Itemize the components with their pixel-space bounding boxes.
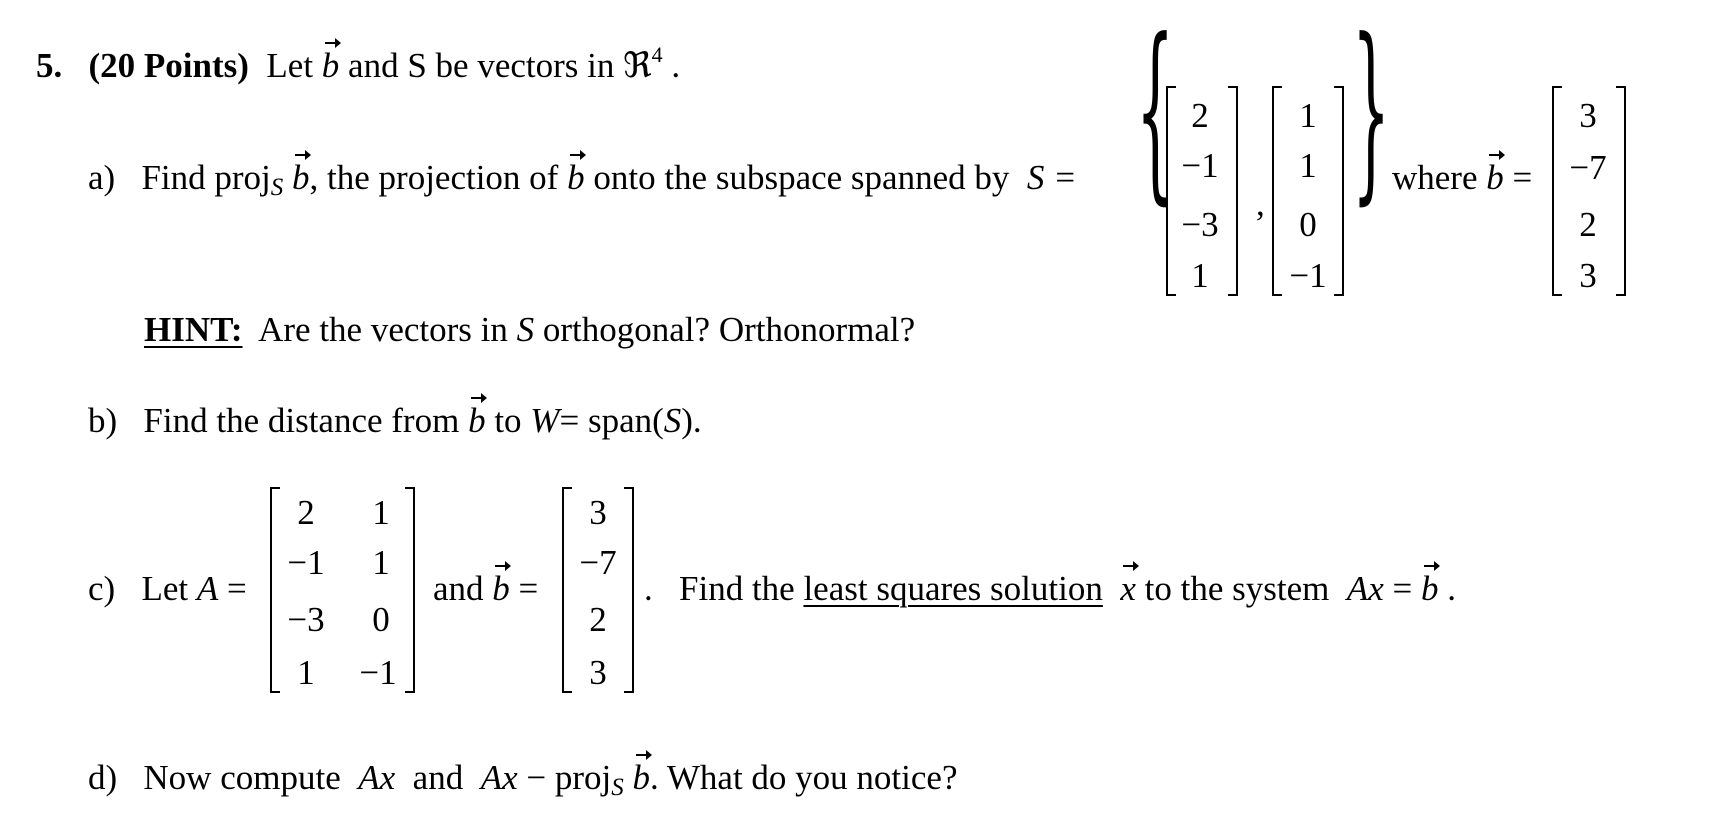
- hint-S: S: [516, 310, 535, 349]
- part-c-text2: to the system: [1144, 569, 1330, 608]
- bc-left-bracket: [562, 487, 572, 693]
- Ax-expression: Ax: [358, 758, 396, 797]
- set-comma: ,: [1256, 184, 1265, 223]
- part-d-label: d): [88, 758, 118, 797]
- s1-entry: −1: [1181, 146, 1219, 185]
- b-vector-symbol: b: [292, 158, 310, 197]
- part-b-S: S: [663, 401, 682, 440]
- A-entry: 1: [372, 543, 390, 582]
- A-entry: 1: [372, 493, 390, 532]
- A-entry: 2: [297, 493, 315, 532]
- part-b-span: = span(: [559, 401, 664, 440]
- b-vector-symbol: b: [321, 46, 340, 85]
- s2-entry: 0: [1299, 205, 1317, 244]
- b-vector-symbol: b: [632, 758, 651, 797]
- bc-entry: −7: [579, 543, 617, 582]
- equals-sign: =: [1392, 569, 1413, 608]
- s1-left-bracket: [1166, 86, 1176, 296]
- bc-entry: 2: [589, 600, 607, 639]
- Ax-expression: Ax: [1346, 569, 1384, 608]
- part-b-to: to: [494, 401, 522, 440]
- part-a-label: a): [88, 158, 116, 197]
- part-c-lead: [88, 571, 247, 606]
- part-c-let: Let: [141, 569, 189, 608]
- s2-left-bracket: [1272, 86, 1282, 296]
- part-c-end: .: [1447, 569, 1457, 608]
- problem-points: (20 Points): [88, 46, 249, 85]
- s1-entry: 2: [1191, 96, 1209, 135]
- s1-right-bracket: [1228, 86, 1238, 296]
- Ax-expression: Ax: [480, 758, 518, 797]
- set-left-brace: {: [1136, 0, 1175, 224]
- proj-subscript: S: [270, 174, 284, 201]
- where-b-text: [1392, 160, 1532, 195]
- part-b-text: [88, 403, 702, 438]
- bc-entry: 3: [589, 653, 607, 692]
- A-entry: 0: [372, 600, 390, 639]
- s2-right-bracket: [1334, 86, 1344, 296]
- s2-entry: 1: [1299, 96, 1317, 135]
- part-c-label: c): [88, 569, 116, 608]
- b-entry: 3: [1579, 96, 1597, 135]
- space-exponent: 4: [651, 42, 663, 67]
- b-vector-symbol: b: [567, 158, 585, 197]
- bc-entry: 3: [589, 493, 607, 532]
- part-d-text2: . What do you notice?: [650, 758, 958, 797]
- part-b-close: ).: [681, 401, 702, 440]
- part-a-text2: , the projection of: [309, 158, 559, 197]
- part-c-task: [644, 571, 1456, 606]
- part-c-and-b: [433, 571, 538, 606]
- part-a-text3: onto the subspace spanned by: [593, 158, 1010, 197]
- problem-number: 5.: [36, 46, 63, 85]
- equals-sign: =: [518, 569, 539, 608]
- where-text: where: [1392, 158, 1478, 197]
- equals-sign: =: [226, 569, 247, 608]
- b-left-bracket: [1552, 86, 1562, 296]
- b-right-bracket: [1616, 86, 1626, 296]
- hint-line: [144, 312, 915, 347]
- A-left-bracket: [270, 487, 280, 693]
- real-space-symbol: ℜ: [623, 46, 652, 85]
- bc-right-bracket: [624, 487, 634, 693]
- part-b-label: b): [88, 401, 118, 440]
- intro-mid-text: and S be vectors in: [348, 46, 615, 85]
- b-entry: −7: [1569, 148, 1607, 187]
- b-entry: 3: [1579, 256, 1597, 295]
- x-vector-symbol: x: [1120, 569, 1136, 608]
- part-d-text: [88, 760, 957, 800]
- A-entry: −3: [287, 600, 325, 639]
- part-c-period: .: [644, 569, 653, 608]
- set-right-brace: }: [1352, 0, 1391, 224]
- intro-text: Let: [266, 46, 314, 85]
- minus-sign: −: [526, 758, 547, 797]
- W-symbol: W: [530, 401, 560, 440]
- s1-entry: −3: [1181, 205, 1219, 244]
- intro-period: .: [671, 46, 681, 85]
- b-vector-symbol: b: [1421, 569, 1439, 608]
- S-equals: S =: [1026, 158, 1077, 197]
- A-entry: 1: [297, 653, 315, 692]
- part-a-proj: Find proj: [141, 158, 271, 197]
- s2-entry: −1: [1289, 256, 1327, 295]
- part-d-and: and: [412, 758, 464, 797]
- A-right-bracket: [405, 487, 415, 693]
- s1-entry: 1: [1191, 256, 1209, 295]
- part-c-text1: Find the: [679, 569, 795, 608]
- A-symbol: A: [196, 569, 219, 608]
- s2-entry: 1: [1299, 146, 1317, 185]
- b-vector-symbol: b: [468, 401, 486, 440]
- A-entry: −1: [287, 543, 325, 582]
- and-text: and: [433, 569, 484, 608]
- b-entry: 2: [1579, 205, 1597, 244]
- least-squares-term: least squares solution: [803, 569, 1103, 608]
- proj-subscript: S: [611, 774, 624, 801]
- b-vector-symbol: b: [492, 569, 510, 608]
- b-vector-symbol: b: [1486, 158, 1504, 197]
- hint-text1: Are the vectors in: [258, 310, 508, 349]
- problem-header: [36, 44, 680, 83]
- hint-text2: orthogonal? Orthonormal?: [542, 310, 916, 349]
- equals-sign: =: [1512, 158, 1533, 197]
- part-d-proj: proj: [554, 758, 612, 797]
- part-d-text1: Now compute: [143, 758, 341, 797]
- A-entry: −1: [359, 653, 397, 692]
- part-b-text1: Find the distance from: [143, 401, 460, 440]
- part-a-text: [88, 160, 1077, 200]
- hint-label: HINT:: [144, 310, 243, 349]
